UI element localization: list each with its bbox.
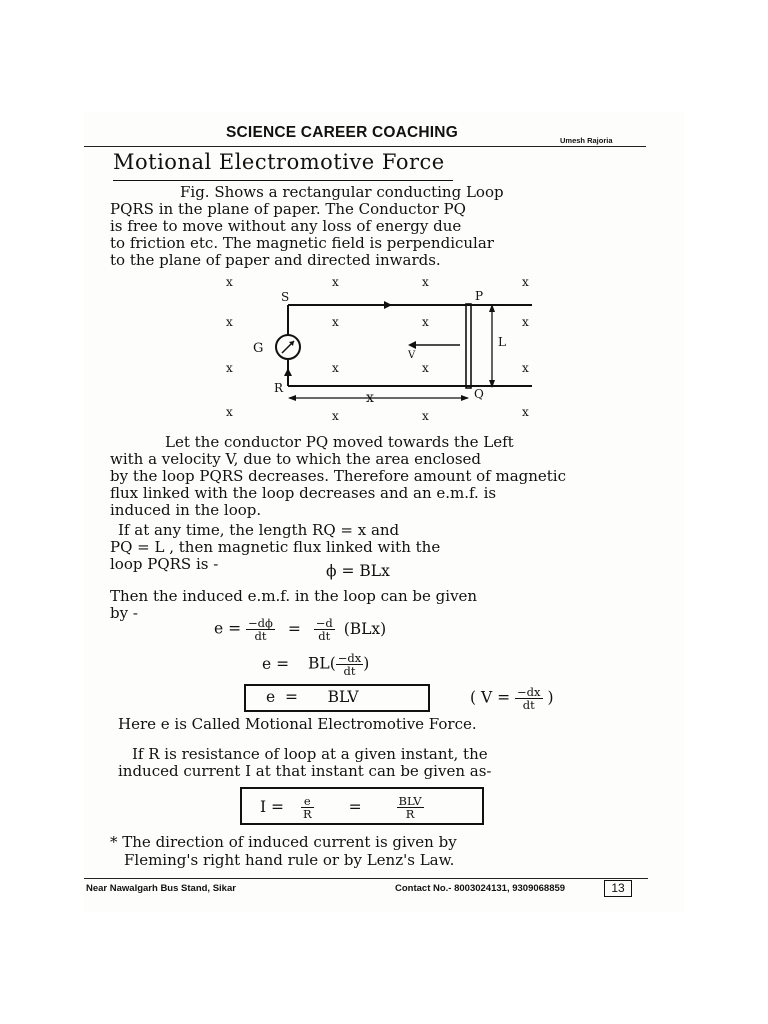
header-title: SCIENCE CAREER COACHING — [226, 124, 458, 141]
fraction: $\frac{\text{BLV}}{R}$ — [398, 794, 422, 821]
text-line: loop PQRS is - — [110, 555, 219, 573]
intro-line: Fig. Shows a rectangular conducting Loop — [180, 183, 504, 201]
label-x: x — [366, 390, 374, 406]
fraction: $\frac{-dx}{dt}$ — [337, 651, 362, 678]
text-line: If at any time, the length RQ = x and — [118, 521, 400, 539]
flux-equation: ϕ = BLx — [326, 562, 390, 580]
eq-lhs: e = — [262, 654, 290, 673]
label-l: L — [498, 335, 506, 349]
eq-mid: = — [348, 797, 362, 816]
text-line: by - — [110, 604, 138, 622]
field-cross: x — [226, 405, 233, 419]
text-line: induced in the loop. — [110, 501, 262, 519]
eq-lhs: I = — [260, 797, 285, 816]
fraction: $\frac{-d\phi}{dt}$ — [248, 616, 273, 643]
text-line: induced current I at that instant can be given as- — [118, 762, 492, 780]
boxed-equation — [244, 684, 430, 712]
fraction: $\frac{-d}{dt}$ — [315, 616, 333, 643]
field-cross: x — [332, 361, 339, 375]
footer-rule — [84, 878, 648, 879]
x-arrow-icon — [461, 395, 469, 401]
current-equation — [260, 795, 424, 820]
label-r: R — [274, 381, 284, 395]
label-p: P — [475, 289, 484, 303]
text-line: Then the induced e.m.f. in the loop can be given — [110, 587, 478, 605]
field-cross: x — [332, 409, 339, 423]
field-cross: x — [226, 361, 233, 375]
eq-mid: = — [287, 619, 301, 638]
intro-line: PQRS in the plane of paper. The Conductor PQ — [110, 200, 466, 218]
field-cross: x — [422, 361, 429, 375]
field-cross: x — [422, 315, 429, 329]
relation-left: ( V = — [470, 688, 511, 707]
label-q: Q — [474, 387, 484, 401]
intro-line: to friction etc. The magnetic field is perpendicular — [110, 234, 494, 252]
eq-lhs: e = — [214, 619, 242, 638]
text-line: * The direction of induced current is given by — [110, 833, 457, 851]
relation-right: ) — [547, 688, 554, 707]
label-g: G — [253, 341, 264, 356]
definition-line: Here e is Called Motional Electromotive Force. — [118, 715, 477, 733]
text-line: PQ = L , then magnetic flux linked with the — [110, 538, 441, 556]
text-line: If R is resistance of loop at a given instant, the — [132, 745, 488, 763]
current-arrow-icon — [384, 301, 392, 309]
field-cross: x — [226, 315, 233, 329]
text-line: with a velocity V, due to which the area enclosed — [110, 450, 482, 468]
label-s: S — [281, 290, 290, 304]
field-cross: x — [226, 275, 233, 289]
boxed-equation-text: e = BLV — [266, 688, 359, 706]
header-author: Umesh Rajoria — [560, 136, 613, 145]
velocity-relation — [470, 686, 554, 711]
text-line: by the loop PQRS decreases. Therefore amount of magnetic — [110, 467, 566, 485]
field-cross: x — [522, 315, 529, 329]
footer-address: Near Nawalgarh Bus Stand, Sikar — [86, 883, 236, 894]
x-arrow-icon — [288, 395, 296, 401]
eq-tail: (BLx) — [343, 619, 387, 638]
eq-close: ) — [363, 654, 370, 673]
field-cross: x — [522, 405, 529, 419]
page-title: Motional Electromotive Force — [113, 150, 445, 174]
field-cross: x — [422, 275, 429, 289]
intro-line: to the plane of paper and directed inwards. — [110, 251, 441, 269]
text-line: Let the conductor PQ moved towards the Left — [165, 433, 514, 451]
field-cross: x — [522, 275, 529, 289]
footer-contact: Contact No.- 8003024131, 9309068859 — [395, 883, 566, 894]
label-v: V — [408, 350, 416, 361]
velocity-arrow-head-icon — [408, 341, 416, 349]
field-cross: x — [332, 315, 339, 329]
fraction: $\frac{-dx}{dt}$ — [517, 685, 541, 712]
fraction: $\frac{e}{R}$ — [302, 794, 312, 821]
emf-equation-2 — [262, 652, 369, 677]
field-cross: x — [332, 275, 339, 289]
text-line: flux linked with the loop decreases and an e.m.f. is — [110, 484, 497, 502]
intro-line: is free to move without any loss of energy due — [110, 217, 462, 235]
emf-equation-1 — [214, 617, 386, 642]
current-arrow-icon — [284, 368, 292, 376]
eq-text: BL( — [308, 654, 336, 673]
conductor-pq — [466, 304, 471, 388]
text-line: Fleming's right hand rule or by Lenz's Law. — [124, 851, 455, 869]
page-number: 13 — [604, 880, 632, 897]
field-cross: x — [522, 361, 529, 375]
current-equation-box — [240, 787, 484, 825]
field-cross: x — [422, 409, 429, 423]
